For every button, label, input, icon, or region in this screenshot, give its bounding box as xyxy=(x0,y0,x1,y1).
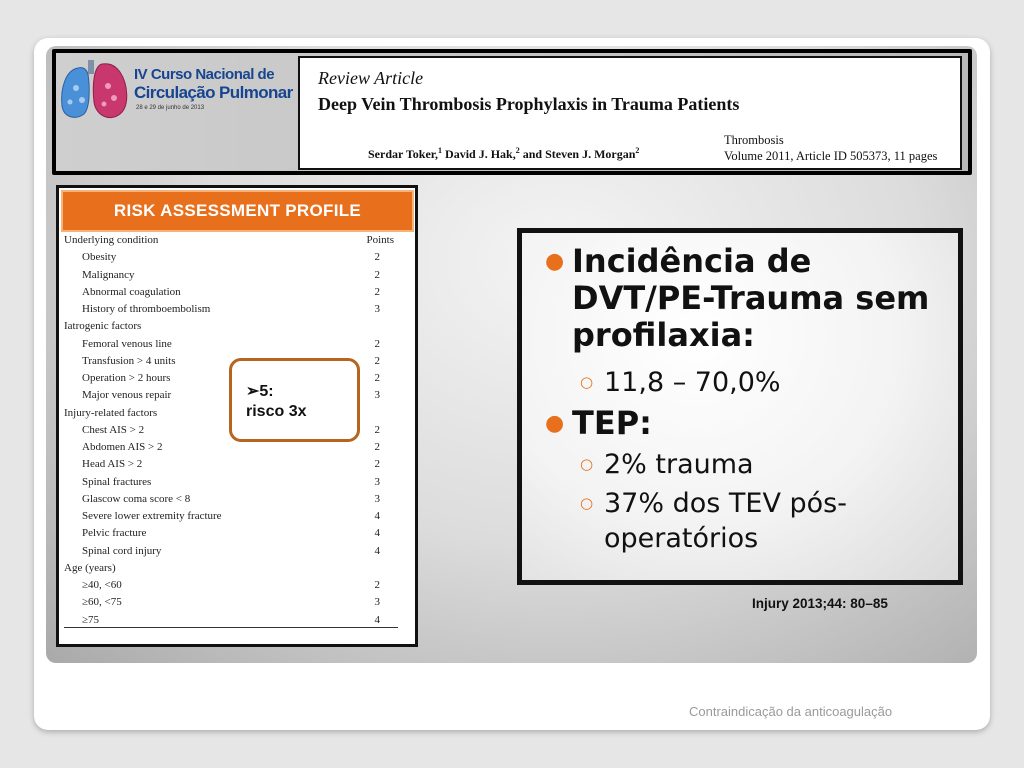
citation: Injury 2013;44: 80–85 xyxy=(752,596,888,611)
author-1-affil: 1 xyxy=(438,146,443,155)
article-type: Review Article xyxy=(318,68,424,88)
risk-factor-points: 2 xyxy=(374,441,380,453)
risk-table-row xyxy=(64,543,398,560)
sub-bullet-range-text: 11,8 – 70,0% xyxy=(604,367,781,398)
key-points-box xyxy=(517,228,963,585)
bullet-dot-icon: ● xyxy=(545,249,565,274)
course-logo xyxy=(58,56,294,166)
col-condition: Underlying condition xyxy=(64,234,159,246)
risk-factor-label: Head AIS > 2 xyxy=(82,458,143,471)
risk-factor-label: ≥40, <60 xyxy=(82,579,122,591)
footer-title: Contraindicação da anticoagulação xyxy=(689,704,893,719)
risk-table-row xyxy=(64,474,398,491)
risk-factor-label: Spinal fractures xyxy=(82,475,152,488)
risk-table-row xyxy=(64,267,398,284)
sub-bullet-trauma xyxy=(580,447,754,482)
col-points: Points xyxy=(366,234,394,246)
risk-factor-label: Transfusion > 4 units xyxy=(82,354,176,367)
bullet-incidence-text: Incidência de DVT/PE-Trauma sem profilaxia: xyxy=(572,242,930,354)
risk-factor-label: Abdomen AIS > 2 xyxy=(82,441,163,453)
bullet-tep xyxy=(545,404,652,442)
author-3: and Steven J. Morgan xyxy=(519,147,636,161)
journal-volume: Volume 2011, Article ID 505373, 11 pages xyxy=(724,149,938,163)
risk-factor-label: Age (years) xyxy=(64,561,116,574)
callout-line2: risco 3x xyxy=(246,403,307,420)
risk-factor-label: Spinal cord injury xyxy=(82,544,162,557)
risk-table-rule xyxy=(64,627,398,628)
risk-factor-label: Iatrogenic factors xyxy=(64,320,142,333)
risk-factor-points: 2 xyxy=(374,268,380,281)
sub-bullet-range xyxy=(580,365,781,400)
risk-factor-label: Femoral venous line xyxy=(82,337,172,350)
risk-table-title: RISK ASSESSMENT PROFILE xyxy=(61,190,414,232)
risk-table-row xyxy=(64,336,398,353)
sub-bullet-postop xyxy=(580,486,934,556)
risk-factor-points: 4 xyxy=(374,510,380,522)
logo-line1: IV Curso Nacional de xyxy=(134,66,275,83)
sub-bullet-ring-icon: ○ xyxy=(580,373,594,391)
risk-factor-points: 4 xyxy=(374,527,380,540)
risk-table-row xyxy=(64,456,398,473)
risk-factor-label: Major venous repair xyxy=(82,389,172,402)
sub-bullet-ring-icon: ○ xyxy=(580,494,594,512)
risk-factor-label: Operation > 2 hours xyxy=(82,372,171,384)
arrow-bullet-icon: ➢ xyxy=(246,383,260,400)
risk-factor-points: 2 xyxy=(374,423,380,436)
risk-factor-label: ≥75 xyxy=(82,613,100,626)
callout-score: 5: xyxy=(259,383,274,400)
author-2-affil: 2 xyxy=(515,146,520,155)
risk-factor-label: Abnormal coagulation xyxy=(82,285,181,298)
risk-factor-points: 3 xyxy=(374,596,380,609)
author-1: Serdar Toker, xyxy=(368,147,439,161)
risk-factor-points: 2 xyxy=(374,579,380,591)
risk-table-row xyxy=(64,284,398,301)
risk-factor-points: 3 xyxy=(374,475,380,488)
risk-factor-label: Malignancy xyxy=(82,268,135,281)
sub-bullet-ring-icon: ○ xyxy=(580,455,594,473)
sub-bullet-trauma-text: 2% trauma xyxy=(604,449,754,480)
author-2: David J. Hak, xyxy=(442,147,516,161)
bullet-tep-text: TEP: xyxy=(572,404,652,442)
risk-factor-points: 3 xyxy=(374,492,380,505)
logo-line2: Circulação Pulmonar xyxy=(134,83,293,102)
risk-factor-label: Glascow coma score < 8 xyxy=(82,492,191,505)
risk-table-row xyxy=(64,594,398,611)
risk-factor-points: 2 xyxy=(374,458,380,471)
risk-factor-points: 2 xyxy=(374,285,380,298)
logo-date: 28 e 29 de junho de 2013 xyxy=(136,105,205,111)
risk-table-row xyxy=(64,525,398,542)
risk-factor-points: 4 xyxy=(374,544,380,557)
sub-bullet-postop-text: 37% dos TEV pós-operatórios xyxy=(604,488,847,554)
risk-table-header xyxy=(64,232,398,249)
article-authors xyxy=(368,146,639,162)
risk-factor-points: 3 xyxy=(374,389,380,402)
risk-factor-points: 2 xyxy=(374,251,380,264)
risk-table-row xyxy=(64,301,398,318)
risk-group-heading xyxy=(64,318,398,335)
bullet-incidence xyxy=(545,242,942,354)
score-callout xyxy=(229,358,360,442)
lungs-icon xyxy=(58,58,138,128)
risk-factor-points: 2 xyxy=(374,372,380,384)
risk-table-row xyxy=(64,508,398,525)
callout-line1 xyxy=(246,381,274,401)
risk-table-row xyxy=(64,577,398,594)
article-title: Deep Vein Thrombosis Prophylaxis in Trauma Patients xyxy=(318,94,740,114)
article-journal xyxy=(724,132,937,164)
risk-group-heading xyxy=(64,560,398,577)
article-header xyxy=(298,56,962,170)
risk-factor-label: Pelvic fracture xyxy=(82,527,147,540)
risk-factor-label: Chest AIS > 2 xyxy=(82,423,145,436)
risk-factor-label: Injury-related factors xyxy=(64,406,158,419)
risk-factor-label: Obesity xyxy=(82,251,117,264)
bullet-dot-icon: ● xyxy=(545,411,565,436)
risk-factor-points: 3 xyxy=(374,303,380,315)
risk-table-row xyxy=(64,491,398,508)
risk-table-row xyxy=(64,249,398,266)
risk-factor-label: History of thromboembolism xyxy=(82,303,211,315)
risk-factor-label: Severe lower extremity fracture xyxy=(82,510,222,522)
risk-factor-label: ≥60, <75 xyxy=(82,596,122,609)
author-3-affil: 2 xyxy=(635,146,640,155)
risk-factor-points: 2 xyxy=(374,354,380,367)
risk-factor-points: 4 xyxy=(374,613,380,626)
risk-factor-points: 2 xyxy=(374,337,380,350)
journal-name: Thrombosis xyxy=(724,133,784,147)
